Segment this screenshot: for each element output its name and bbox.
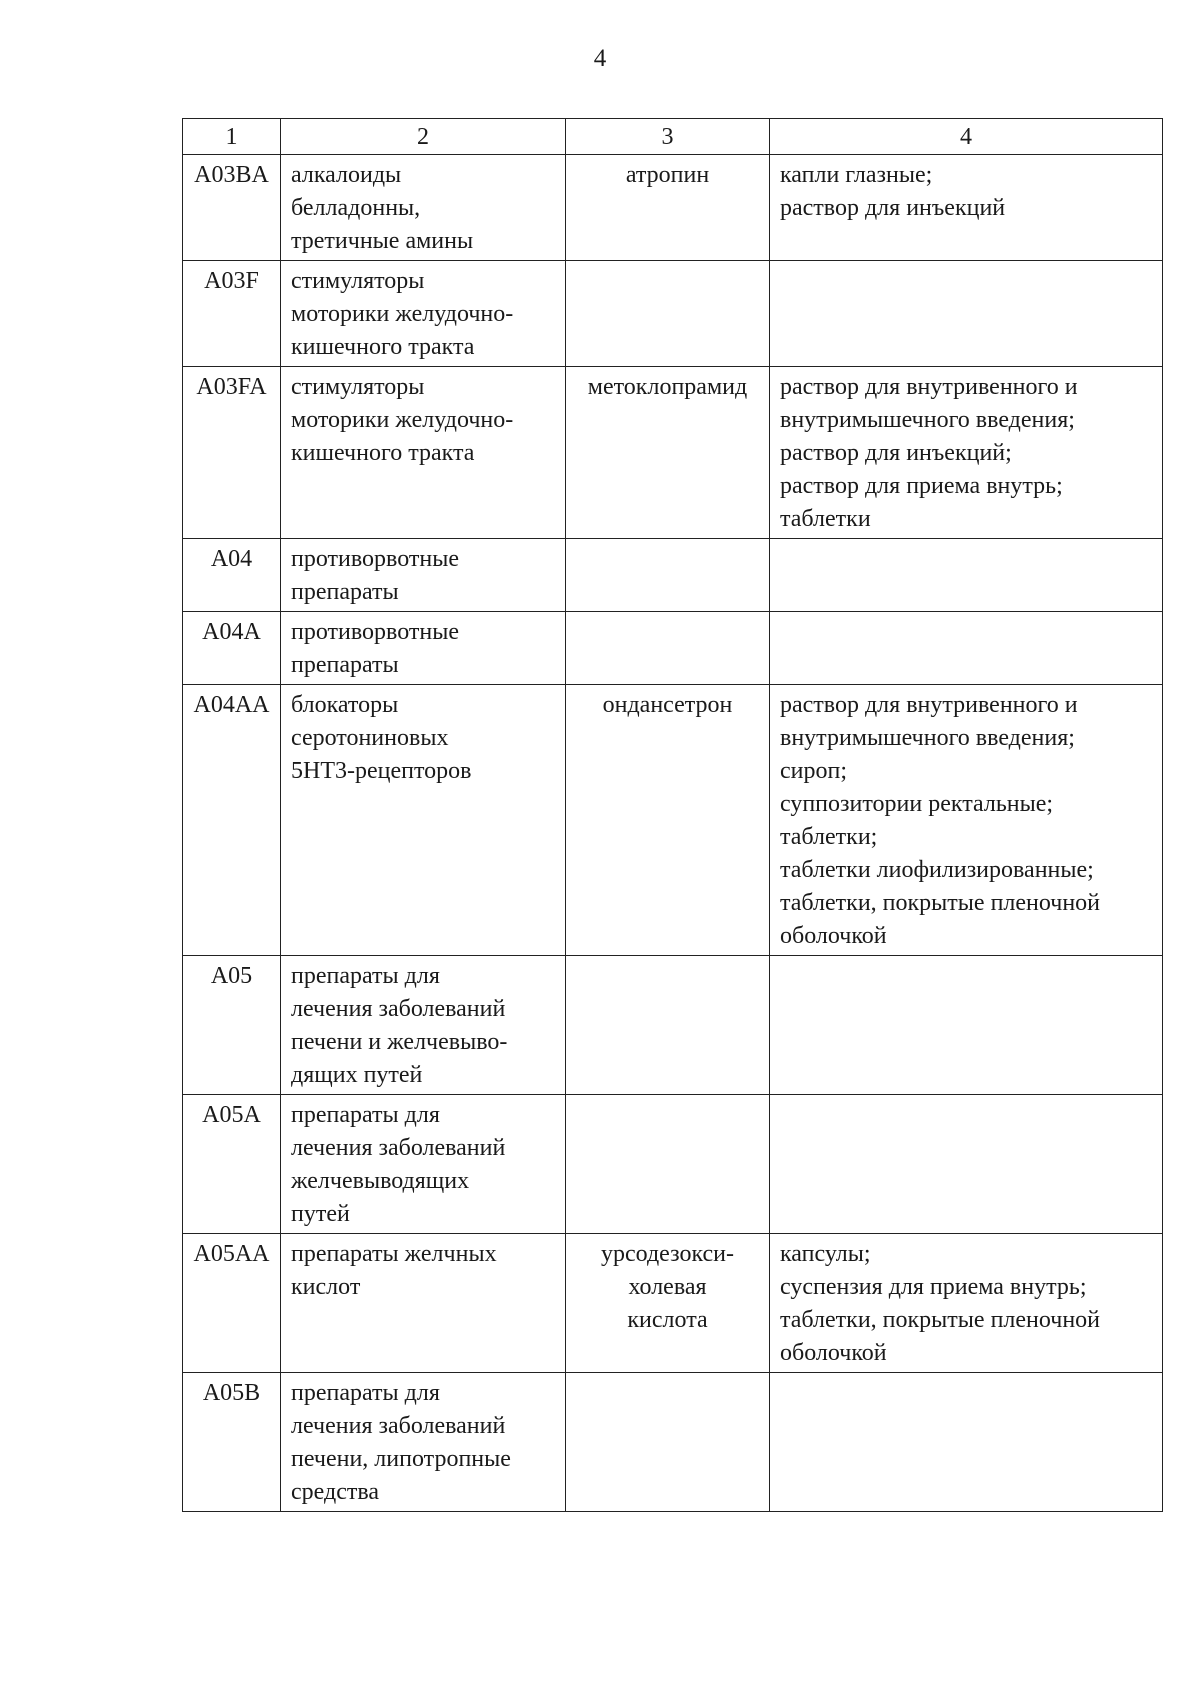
- atc-code-cell: A04: [183, 539, 281, 612]
- group-name-line: моторики желудочно-: [291, 407, 514, 433]
- dosage-forms-cell: [770, 612, 1163, 685]
- group-name-line: средства: [291, 1479, 380, 1505]
- page-number: 4: [593, 45, 607, 72]
- group-name-cell: [281, 685, 566, 956]
- drug-name-line: урсодезокси-: [600, 1241, 734, 1267]
- table-row: [183, 367, 1163, 539]
- dosage-form-line: таблетки лиофилизированные;: [780, 857, 1094, 883]
- atc-code-cell: A05B: [183, 1373, 281, 1512]
- table-row: [183, 1234, 1163, 1373]
- group-name-cell: [281, 539, 566, 612]
- dosage-forms-cell: [770, 261, 1163, 367]
- dosage-form-line: суспензия для приема внутрь;: [780, 1274, 1087, 1300]
- dosage-form-line: сироп;: [780, 758, 848, 784]
- group-name-line: печени и желчевыво-: [291, 1029, 508, 1055]
- drug-name-cell: [566, 1234, 770, 1373]
- dosage-form-line: раствор для инъекций;: [780, 440, 1012, 466]
- header-row: [183, 119, 1163, 155]
- drug-name-cell: [566, 539, 770, 612]
- group-name-line: кислот: [291, 1274, 361, 1300]
- drug-name-cell: [566, 1095, 770, 1234]
- dosage-form-line: раствор для внутривенного и: [780, 374, 1078, 400]
- table-body: [183, 119, 1163, 1512]
- group-name-line: путей: [291, 1201, 350, 1227]
- drug-name-cell: [566, 155, 770, 261]
- group-name-line: 5HT3-рецепторов: [291, 758, 472, 784]
- drug-name-cell: [566, 367, 770, 539]
- group-name-line: блокаторы: [291, 692, 399, 718]
- group-name-line: лечения заболеваний: [291, 1135, 506, 1161]
- drug-name-line: холевая: [628, 1274, 707, 1300]
- atc-code-cell: A03F: [183, 261, 281, 367]
- group-name-line: стимуляторы: [291, 268, 425, 294]
- group-name-line: лечения заболеваний: [291, 1413, 506, 1439]
- group-name-line: противорвотные: [291, 546, 459, 572]
- table-row: [183, 685, 1163, 956]
- dosage-form-line: внутримышечного введения;: [780, 725, 1075, 751]
- drug-name-line: атропин: [625, 162, 710, 188]
- group-name-cell: [281, 612, 566, 685]
- group-name-line: желчевыводящих: [291, 1168, 470, 1194]
- atc-code-cell: A03BA: [183, 155, 281, 261]
- dosage-form-line: раствор для внутривенного и: [780, 692, 1078, 718]
- atc-code-cell: A05A: [183, 1095, 281, 1234]
- table-row: [183, 1373, 1163, 1512]
- atc-code-cell: A04A: [183, 612, 281, 685]
- group-name-line: моторики желудочно-: [291, 301, 514, 327]
- dosage-form-line: таблетки, покрытые пленочной: [780, 890, 1101, 916]
- dosage-forms-cell: [770, 685, 1163, 956]
- drug-table: [182, 118, 1163, 1512]
- atc-code-cell: A05AA: [183, 1234, 281, 1373]
- group-name-line: препараты для: [291, 963, 440, 989]
- group-name-cell: [281, 1095, 566, 1234]
- dosage-forms-cell: [770, 1373, 1163, 1512]
- dosage-forms-cell: [770, 155, 1163, 261]
- dosage-forms-cell: [770, 1095, 1163, 1234]
- drug-name-cell: [566, 612, 770, 685]
- group-name-cell: [281, 367, 566, 539]
- table-row: [183, 261, 1163, 367]
- group-name-line: лечения заболеваний: [291, 996, 506, 1022]
- dosage-forms-cell: [770, 1234, 1163, 1373]
- drug-name-cell: [566, 261, 770, 367]
- column-header-1: 1: [183, 119, 281, 155]
- group-name-line: препараты: [291, 579, 399, 605]
- dosage-form-line: раствор для приема внутрь;: [780, 473, 1063, 499]
- dosage-form-line: суппозитории ректальные;: [780, 791, 1054, 817]
- group-name-cell: [281, 261, 566, 367]
- group-name-line: дящих путей: [291, 1062, 423, 1088]
- column-header-4: 4: [770, 119, 1163, 155]
- group-name-line: стимуляторы: [291, 374, 425, 400]
- group-name-line: печени, липотропные: [291, 1446, 511, 1472]
- dosage-form-line: таблетки, покрытые пленочной: [780, 1307, 1101, 1333]
- group-name-line: серотониновых: [291, 725, 449, 751]
- group-name-line: препараты для: [291, 1380, 440, 1406]
- group-name-line: белладонны,: [291, 195, 421, 221]
- drug-name-line: метоклопрамид: [587, 374, 748, 400]
- group-name-line: препараты: [291, 652, 399, 678]
- dosage-form-line: раствор для инъекций: [780, 195, 1006, 221]
- group-name-cell: [281, 1234, 566, 1373]
- group-name-line: препараты для: [291, 1102, 440, 1128]
- drug-name-cell: [566, 685, 770, 956]
- dosage-forms-cell: [770, 539, 1163, 612]
- group-name-line: кишечного тракта: [291, 440, 475, 466]
- dosage-form-line: капли глазные;: [780, 162, 933, 188]
- dosage-form-line: оболочкой: [780, 923, 887, 949]
- drug-name-cell: [566, 956, 770, 1095]
- dosage-form-line: внутримышечного введения;: [780, 407, 1075, 433]
- drug-name-line: кислота: [627, 1307, 708, 1333]
- group-name-cell: [281, 1373, 566, 1512]
- group-name-cell: [281, 155, 566, 261]
- dosage-form-line: таблетки: [780, 506, 871, 532]
- group-name-line: третичные амины: [291, 228, 474, 254]
- group-name-line: противорвотные: [291, 619, 459, 645]
- dosage-form-line: оболочкой: [780, 1340, 887, 1366]
- column-header-2: 2: [281, 119, 566, 155]
- column-header-3: 3: [566, 119, 770, 155]
- dosage-form-line: капсулы;: [780, 1241, 871, 1267]
- atc-code-cell: A03FA: [183, 367, 281, 539]
- group-name-line: препараты желчных: [291, 1241, 497, 1267]
- atc-code-cell: A05: [183, 956, 281, 1095]
- table-row: [183, 539, 1163, 612]
- table-row: [183, 956, 1163, 1095]
- drug-name-line: ондансетрон: [602, 692, 733, 718]
- table-row: [183, 1095, 1163, 1234]
- group-name-line: кишечного тракта: [291, 334, 475, 360]
- table-row: [183, 612, 1163, 685]
- dosage-forms-cell: [770, 956, 1163, 1095]
- dosage-form-line: таблетки;: [780, 824, 878, 850]
- group-name-cell: [281, 956, 566, 1095]
- atc-code-cell: A04AA: [183, 685, 281, 956]
- group-name-line: алкалоиды: [291, 162, 402, 188]
- dosage-forms-cell: [770, 367, 1163, 539]
- drug-name-cell: [566, 1373, 770, 1512]
- table-row: [183, 155, 1163, 261]
